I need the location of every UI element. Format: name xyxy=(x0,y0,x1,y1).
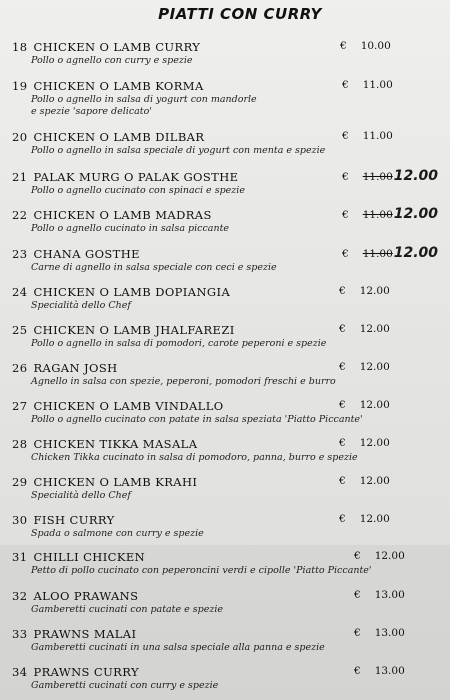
menu-item xyxy=(12,361,432,395)
currency-symbol: € xyxy=(342,171,349,183)
item-description: Gamberetti cucinati con curry e spezie xyxy=(31,680,219,691)
price-old-value: 11.00 xyxy=(362,171,393,183)
item-name-line xyxy=(12,627,136,641)
price-value: 12.00 xyxy=(359,361,390,373)
price-value: 12.00 xyxy=(359,475,390,487)
currency-symbol: € xyxy=(339,323,346,335)
item-price xyxy=(339,323,390,335)
item-number: 33 xyxy=(12,627,28,641)
price-value: 12.00 xyxy=(359,437,390,449)
price-value: 12.00 xyxy=(359,513,390,525)
item-price xyxy=(339,399,390,411)
item-name-line xyxy=(12,208,212,222)
item-price xyxy=(354,550,405,562)
price-value: 12.00 xyxy=(359,285,390,297)
menu-item xyxy=(12,323,432,357)
item-name-line xyxy=(12,247,140,261)
menu-item xyxy=(12,437,432,471)
currency-symbol: € xyxy=(339,361,346,373)
price-value: 13.00 xyxy=(374,627,405,639)
currency-symbol: € xyxy=(342,209,349,221)
price-old-value: 11.00 xyxy=(362,209,393,221)
menu-item xyxy=(12,665,432,699)
item-number: 27 xyxy=(12,399,28,413)
item-name: CHICKEN O LAMB KORMA xyxy=(33,79,204,93)
item-number: 34 xyxy=(12,665,28,679)
item-number: 26 xyxy=(12,361,28,375)
item-description: Chicken Tikka cucinato in salsa di pomodoro, panna, burro e spezie xyxy=(31,452,358,463)
price-new-value: 12.00 xyxy=(393,168,439,184)
item-price xyxy=(354,589,405,601)
item-description: Pollo o agnello cucinato con spinaci e spezie xyxy=(31,185,245,196)
currency-symbol: € xyxy=(354,627,361,639)
currency-symbol: € xyxy=(354,665,361,677)
menu-item xyxy=(12,399,432,433)
menu-item xyxy=(12,40,432,74)
menu-item xyxy=(12,550,432,584)
item-number: 19 xyxy=(12,79,28,93)
item-description: Pollo o agnello in salsa di yogurt con mandorle xyxy=(31,94,257,105)
price-value: 12.00 xyxy=(359,399,390,411)
menu-item xyxy=(12,589,432,623)
item-description: Pollo o agnello con curry e spezie xyxy=(31,55,193,66)
menu-item xyxy=(12,627,432,661)
item-name: CHICKEN O LAMB DILBAR xyxy=(33,130,205,144)
item-name: CHICKEN O LAMB MADRAS xyxy=(33,208,212,222)
item-price xyxy=(354,627,405,639)
item-name-line xyxy=(12,170,238,184)
item-description: Gamberetti cucinati in una salsa speciale alla panna e spezie xyxy=(31,642,325,653)
item-description: Specialità dello Chef xyxy=(31,490,131,501)
item-name-line xyxy=(12,285,230,299)
price-value: 13.00 xyxy=(374,665,405,677)
item-name: RAGAN JOSH xyxy=(33,361,118,375)
item-name: CHICKEN O LAMB KRAHI xyxy=(33,475,198,489)
item-number: 23 xyxy=(12,247,28,261)
price-old-value: 11.00 xyxy=(362,248,393,260)
item-price xyxy=(342,79,393,91)
item-name-line xyxy=(12,323,235,337)
menu-item xyxy=(12,206,439,242)
item-name-line xyxy=(12,589,138,603)
currency-symbol: € xyxy=(354,550,361,562)
item-number: 29 xyxy=(12,475,28,489)
item-name: CHICKEN O LAMB VINDALLO xyxy=(33,399,224,413)
item-name: ALOO PRAWANS xyxy=(33,589,139,603)
item-name-line xyxy=(12,40,200,54)
menu-item xyxy=(12,285,432,319)
item-name-line xyxy=(12,130,204,144)
item-price xyxy=(342,168,438,184)
item-name-line xyxy=(12,399,224,413)
item-description: Pollo o agnello cucinato con patate in salsa speziata 'Piatto Piccante' xyxy=(31,414,363,425)
menu-title: PIATTI CON CURRY xyxy=(158,5,322,23)
currency-symbol: € xyxy=(339,437,346,449)
item-price xyxy=(339,361,390,373)
menu-item xyxy=(12,168,439,204)
menu-item xyxy=(12,475,432,509)
item-number: 21 xyxy=(12,170,28,184)
item-name-line xyxy=(12,513,115,527)
item-number: 25 xyxy=(12,323,28,337)
currency-symbol: € xyxy=(339,285,346,297)
currency-symbol: € xyxy=(342,248,349,260)
price-value: 12.00 xyxy=(374,550,405,562)
currency-symbol: € xyxy=(342,79,349,91)
item-price xyxy=(339,437,390,449)
item-price xyxy=(342,245,438,261)
item-name: PRAWNS MALAI xyxy=(33,627,137,641)
currency-symbol: € xyxy=(342,130,349,142)
item-description: Pollo o agnello in salsa speciale di yogurt con menta e spezie xyxy=(31,145,326,156)
item-name: FISH CURRY xyxy=(33,513,115,527)
item-price xyxy=(342,130,393,142)
item-description: Petto di pollo cucinato con peperoncini verdi e cipolle 'Piatto Piccante' xyxy=(31,565,372,576)
menu-item xyxy=(12,513,432,547)
item-price xyxy=(342,206,438,222)
item-name: CHICKEN O LAMB JHALFAREZI xyxy=(33,323,235,337)
item-description: Gamberetti cucinati con patate e spezie xyxy=(31,604,224,615)
item-description: Pollo o agnello in salsa di pomodori, carote peperoni e spezie xyxy=(31,338,327,349)
price-value: 12.00 xyxy=(359,323,390,335)
price-value: 13.00 xyxy=(374,589,405,601)
item-description-line-2: e spezie 'sapore delicato' xyxy=(31,106,152,117)
item-name: CHICKEN O LAMB DOPIANGIA xyxy=(33,285,231,299)
item-description: Specialità dello Chef xyxy=(31,300,131,311)
item-name: CHILLI CHICKEN xyxy=(33,550,146,564)
item-description: Pollo o agnello cucinato in salsa piccante xyxy=(31,223,230,234)
item-name-line xyxy=(12,437,197,451)
currency-symbol: € xyxy=(339,475,346,487)
currency-symbol: € xyxy=(339,513,346,525)
item-description: Carne di agnello in salsa speciale con ceci e spezie xyxy=(31,262,277,273)
item-price xyxy=(339,513,390,525)
item-description: Spada o salmone con curry e spezie xyxy=(31,528,204,539)
currency-symbol: € xyxy=(339,399,346,411)
item-name-line xyxy=(12,550,145,564)
menu-item xyxy=(12,79,432,123)
item-number: 31 xyxy=(12,550,28,564)
item-number: 18 xyxy=(12,40,28,54)
item-name-line xyxy=(12,665,139,679)
item-price xyxy=(340,40,391,52)
item-name: CHICKEN TIKKA MASALA xyxy=(33,437,198,451)
item-number: 32 xyxy=(12,589,28,603)
currency-symbol: € xyxy=(354,589,361,601)
price-value: 10.00 xyxy=(360,40,391,52)
price-value: 11.00 xyxy=(362,79,393,91)
item-name: CHANA GOSTHE xyxy=(33,247,140,261)
item-number: 20 xyxy=(12,130,28,144)
menu-item xyxy=(12,245,439,281)
item-name-line xyxy=(12,79,204,93)
item-price xyxy=(354,665,405,677)
item-name-line xyxy=(12,361,118,375)
item-number: 28 xyxy=(12,437,28,451)
item-price xyxy=(339,475,390,487)
item-number: 24 xyxy=(12,285,28,299)
item-name: PRAWNS CURRY xyxy=(33,665,139,679)
item-number: 22 xyxy=(12,208,28,222)
item-name: CHICKEN O LAMB CURRY xyxy=(33,40,201,54)
price-new-value: 12.00 xyxy=(393,206,439,222)
price-new-value: 12.00 xyxy=(393,245,439,261)
item-number: 30 xyxy=(12,513,28,527)
menu-item xyxy=(12,130,432,164)
item-name-line xyxy=(12,475,197,489)
item-price xyxy=(339,285,390,297)
item-description: Agnello in salsa con spezie, peperoni, pomodori freschi e burro xyxy=(31,376,336,387)
currency-symbol: € xyxy=(340,40,347,52)
price-value: 11.00 xyxy=(362,130,393,142)
item-name: PALAK MURG O PALAK GOSTHE xyxy=(33,170,239,184)
